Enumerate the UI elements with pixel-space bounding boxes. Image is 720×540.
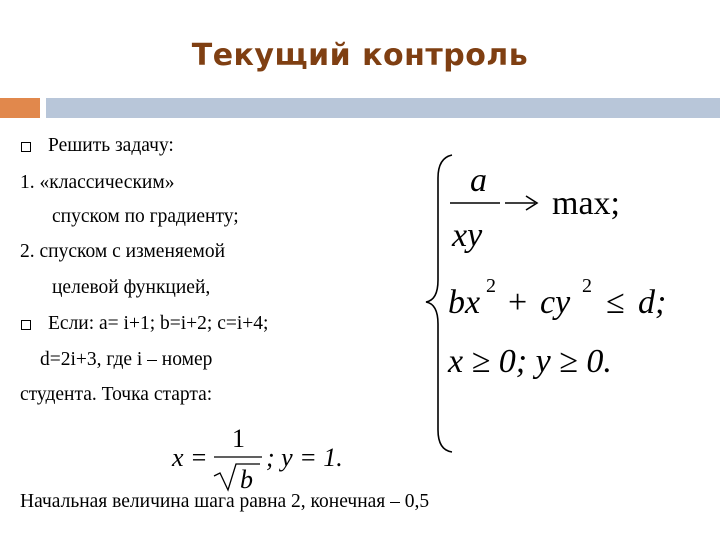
objective-denominator: xy xyxy=(452,217,483,254)
start-y: ; y = 1. xyxy=(266,443,343,472)
constraint-bx: bx xyxy=(448,284,481,321)
params-line-2: d=2i+3, где i – номер xyxy=(40,349,213,370)
constraint-le: ≤ xyxy=(606,284,625,321)
slide-title: Текущий контроль xyxy=(191,38,529,73)
method-1-line-1: 1. «классическим» xyxy=(20,172,175,193)
params-line-3: студента. Точка старта: xyxy=(20,384,213,405)
start-x-numerator: 1 xyxy=(232,424,245,453)
start-x-denominator: b xyxy=(240,465,253,494)
constraint-plus: + xyxy=(508,284,528,321)
constraint-rhs: d; xyxy=(638,284,667,321)
method-2-line-2: целевой функцией, xyxy=(52,277,211,298)
start-x-lhs: x = xyxy=(172,443,208,472)
params-line-1: Если: a= i+1; b=i+2; c=i+4; xyxy=(48,313,269,334)
objective-numerator: a xyxy=(470,162,487,199)
footer-note: Начальная величина шага равна 2, конечная – 0,5 xyxy=(20,491,430,512)
constraint-cy: cy xyxy=(540,284,571,321)
constraint-exp-2: 2 xyxy=(582,275,592,297)
constraint-exp-1: 2 xyxy=(486,275,496,297)
method-2-line-1: 2. спуском с изменяемой xyxy=(20,241,226,262)
task-heading: Решить задачу: xyxy=(48,135,174,156)
objective-max: max; xyxy=(552,185,620,222)
nonneg-constraint: x ≥ 0; y ≥ 0. xyxy=(448,343,612,380)
method-1-line-2: спуском по градиенту; xyxy=(52,206,239,227)
sqrt-icon xyxy=(214,464,260,490)
